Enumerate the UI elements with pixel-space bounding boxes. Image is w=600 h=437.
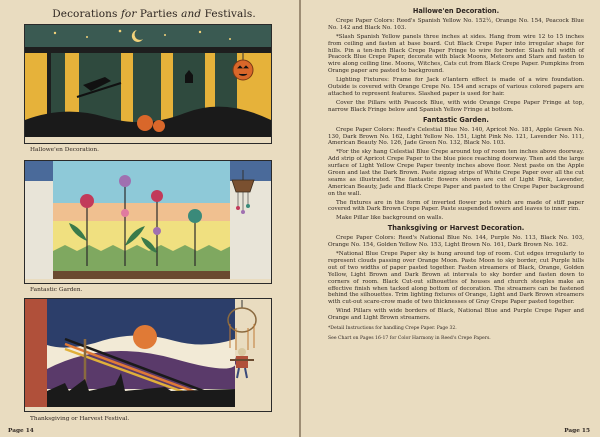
- scarecrow-fixture-icon: [222, 300, 262, 384]
- left-page: [0, 0, 299, 437]
- page-title: [24, 8, 284, 20]
- paragraph: Cover the Pillars with Peacock Blue, with wide Orange Crepe Paper Fringe at top, narrow Black Fringe below and Spanish Yellow Fringe at bottom.: [328, 99, 584, 113]
- pumpkin-icon: [153, 120, 165, 132]
- pumpkin-icon: [137, 115, 153, 131]
- section-heading: Thanksgiving or Harvest Decoration.: [387, 224, 525, 233]
- paragraph: Crepe Paper Colors: Reed's Spanish Yellow No. 152½, Orange No. 154, Peacock Blue No. 142 and Black No. 103.: [328, 18, 584, 31]
- illustration-caption: Thanksgiving or Harvest Festival.: [30, 416, 130, 422]
- section-heading: Hallowe'en Decoration.: [412, 7, 500, 15]
- footnote: See Chart on Pages 16-17 for Color Harmony in Reed's Crepe Papers.: [328, 335, 491, 341]
- title-part: Decorations: [52, 8, 121, 20]
- paragraph: *For the sky hang Celestial Blue Crepe around top of room ten inches above doorway. Add strip of Apricot Crepe Paper to the blue piece reaching doorway. Then add the large surface of Light Yellow Crepe Paper twenty inches above floor. Next paste on the Apple Green and last the Dark Brown. Paste zigzag strips of White Crepe Paper over all the cut seams as illustrated. The fantastic flowers shown are cut of Light Pink, Lavender, American Beauty, Jade and Black Crepe Paper and pasted to the Crepe Paper background on the wall.: [328, 149, 584, 197]
- section-heading: Fantastic Garden.: [423, 115, 489, 124]
- paragraph: The fixtures are in the form of inverted flower pots which are made of stiff paper covered with Dark Brown Crepe Paper. Paste suspended flowers and leaves to inner rim.: [328, 199, 584, 213]
- paragraph: Wind Pillars with wide borders of Black, National Blue and Purple Crepe Paper and Orange and Light Brown streamers.: [328, 308, 584, 322]
- paragraph: Crepe Paper Colors: Reed's Celestial Blue No. 140, Apricot No. 181, Apple Green No. 130, Dark Brown No. 162, Light Yellow No. 151, Light Pink No. 121, Lavender No. 111, American Beauty No. 126, Jade Green No. 132, Black No. 103.: [328, 126, 584, 147]
- paragraph: *National Blue Crepe Paper sky is hung around top of room. Cut edges irregularly to represent clouds passing over Orange Moon. Paste Moon to sky border, cut Purple hills out of two widths of paper pasted together. Fasten streamers of Black, Orange, Golden Yellow, Light Brown and Dark Brown at intervals to sky border and fasten down to corners of room. Black Cut-out silhouettes of houses and church steeples make an effective finish when tacked along bottom of decoration. The streamers can be fastened behind the silhouettes. Trim lighting fixtures of Orange, Light and Dark Brown streamers with cut-out scare-crow made of two thicknesses of Gray Crepe Paper pasted together.: [328, 251, 584, 306]
- right-page: [301, 0, 600, 437]
- footnote: *Detail Instructions for handling Crepe Paper. Page 32.: [328, 325, 457, 331]
- paragraph: Crepe Paper Colors: Reed's National Blue No. 144, Purple No. 113, Black No. 103, Orange No. 154, Golden Yellow No. 153, Light Brown No. 161, Dark Brown No. 162.: [328, 235, 584, 249]
- paragraph: *Slash Spanish Yellow panels three inches at sides. Hang from wire 12 to 15 inches from ceiling and fasten at base board. Cut Black Crepe Paper into irregular shape for hills. Pin a ten-inch Black Crepe Paper Fringe to wire for border. Slash full width of Peacock Blue Crepe Paper, decorate with black Moons, Meteors and Stars and fasten to wire along ceiling line. Moons, Witches, Cats cut from Black Crepe Paper. Pumpkins from Orange paper are pasted to background.: [328, 33, 584, 75]
- page-number: Page 14: [8, 428, 34, 434]
- illustration-caption: Hallowe'en Decoration.: [30, 147, 99, 153]
- paragraph: Make Pillar like background on walls.: [336, 215, 444, 222]
- moon-icon: [133, 325, 157, 349]
- title-part: Festivals.: [201, 8, 256, 20]
- paragraph: Lighting Fixtures: Frame for Jack o'lantern effect is made of a wire foundation. Outside is covered with Orange Crepe No. 154 and scraps of various colored papers are attached to represent features. Slashed paper is used for hair.: [328, 77, 584, 97]
- flower-pot-fixture-icon: [228, 170, 258, 218]
- title-part: Parties: [136, 8, 182, 20]
- title-part-italic: for: [120, 8, 137, 20]
- jack-o-lantern-fixture-icon: [230, 52, 256, 86]
- instructions-text: [328, 6, 584, 343]
- illustration-caption: Fantastic Garden.: [30, 287, 83, 293]
- page-number: Page 15: [564, 428, 590, 434]
- title-part-italic: and: [181, 8, 202, 20]
